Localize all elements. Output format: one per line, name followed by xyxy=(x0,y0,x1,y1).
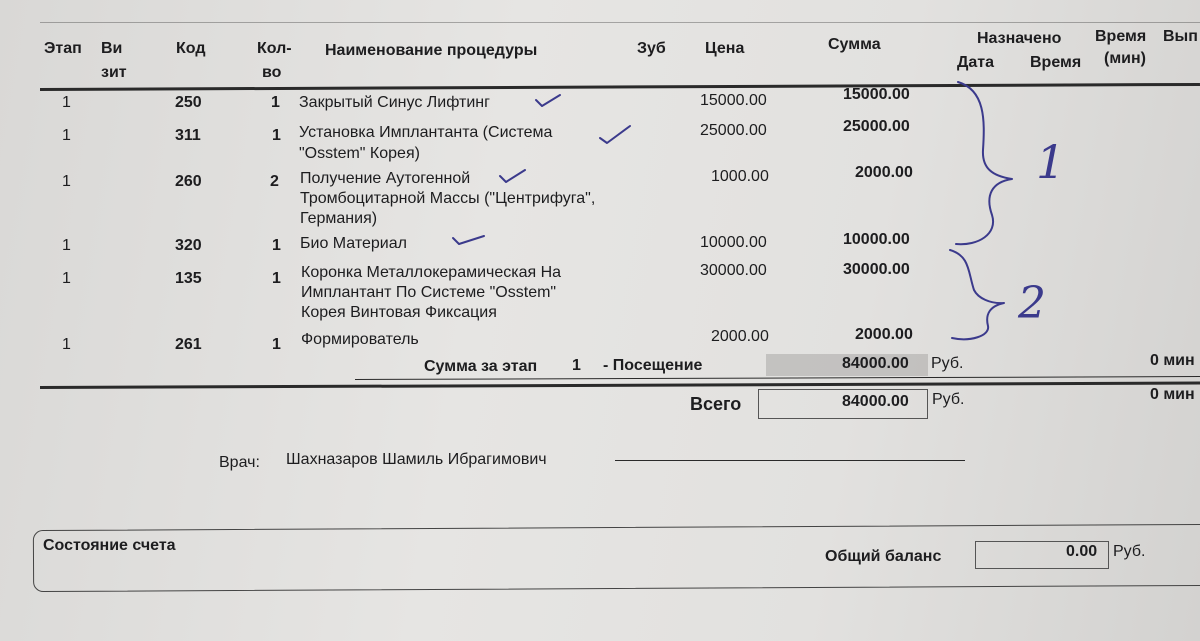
row-name-line: Тромбоцитарной Массы ("Центрифуга", xyxy=(300,190,596,207)
header-visit-2: зит xyxy=(101,64,127,81)
checkmark-icon xyxy=(453,236,484,244)
header-procedure-name: Наименование процедуры xyxy=(325,42,538,59)
header-assigned: Назначено xyxy=(977,30,1062,47)
doctor-name: Шахназаров Шамиль Ибрагимович xyxy=(286,451,547,468)
brace-icon xyxy=(956,82,1012,244)
row-qty: 2 xyxy=(270,173,279,190)
row-sum: 30000.00 xyxy=(843,261,910,278)
row-name-line: Закрытый Синус Лифтинг xyxy=(299,94,490,111)
header-duration-2: (мин) xyxy=(1104,50,1146,67)
checkmark-icon xyxy=(536,95,560,106)
handwritten-group-2: 2 xyxy=(1018,278,1046,329)
row-name-line: Био Материал xyxy=(300,235,407,252)
row-stage: 1 xyxy=(62,127,71,144)
header-date: Дата xyxy=(957,54,995,71)
row-stage: 1 xyxy=(62,94,71,111)
row-name-line: Формирователь xyxy=(301,331,419,348)
doctor-label: Врач: xyxy=(219,454,260,471)
account-status-title: Состояние счета xyxy=(43,537,176,554)
row-sum: 25000.00 xyxy=(843,118,910,135)
row-stage: 1 xyxy=(62,173,71,190)
grand-total-value: 84000.00 xyxy=(842,393,909,410)
row-stage: 1 xyxy=(62,336,71,353)
stage-total-label: Сумма за этап xyxy=(424,358,538,375)
row-code: 320 xyxy=(175,237,202,254)
row-sum: 15000.00 xyxy=(843,86,910,103)
stage-total-value: 84000.00 xyxy=(842,355,909,372)
row-code: 250 xyxy=(175,94,202,111)
header-time: Время xyxy=(1030,54,1082,71)
row-price: 15000.00 xyxy=(700,92,767,109)
checkmark-icon xyxy=(500,170,525,182)
brace-icon xyxy=(950,250,1004,339)
header-qty-2: во xyxy=(262,64,282,81)
row-price: 2000.00 xyxy=(711,328,769,345)
stage-total-currency: Руб. xyxy=(931,355,964,372)
stage-total-stage: 1 xyxy=(572,357,581,374)
row-name-line: Коронка Металлокерамическая На xyxy=(301,264,562,281)
grand-total-label: Всего xyxy=(690,394,742,414)
row-code: 311 xyxy=(175,127,201,144)
header-code: Код xyxy=(176,40,206,57)
checkmark-icon xyxy=(600,126,630,143)
header-qty-1: Кол- xyxy=(257,40,292,57)
header-sum: Сумма xyxy=(828,36,881,53)
row-qty: 1 xyxy=(272,127,281,144)
row-code: 260 xyxy=(175,173,202,190)
row-name-line: Германия) xyxy=(300,210,378,227)
row-qty: 1 xyxy=(271,94,280,111)
row-name-line: "Osstem" Корея) xyxy=(299,145,420,162)
row-price: 30000.00 xyxy=(700,262,767,279)
stage-total-visit: - Посещение xyxy=(603,357,703,374)
row-price: 1000.00 xyxy=(711,168,769,185)
handwritten-group-1: 1 xyxy=(1036,135,1066,189)
balance-currency: Руб. xyxy=(1113,543,1146,560)
row-qty: 1 xyxy=(272,237,281,254)
grand-total-currency: Руб. xyxy=(932,391,965,408)
row-price: 25000.00 xyxy=(700,122,767,139)
header-stage: Этап xyxy=(44,40,82,57)
header-visit-1: Ви xyxy=(101,40,123,57)
stage-total-minutes: 0 мин xyxy=(1150,352,1195,369)
row-qty: 1 xyxy=(272,336,281,353)
row-name-line: Получение Аутогенной xyxy=(300,170,471,187)
row-name-line: Имплантант По Системе "Osstem" xyxy=(301,284,557,301)
row-sum: 10000.00 xyxy=(843,231,910,248)
row-code: 261 xyxy=(175,336,202,353)
row-stage: 1 xyxy=(62,237,71,254)
row-qty: 1 xyxy=(272,270,281,287)
header-done: Вып xyxy=(1163,28,1198,45)
header-duration-1: Время xyxy=(1095,28,1147,45)
header-price: Цена xyxy=(705,40,745,57)
header-tooth: Зуб xyxy=(637,40,666,57)
row-code: 135 xyxy=(175,270,202,287)
row-stage: 1 xyxy=(62,270,71,287)
row-sum: 2000.00 xyxy=(855,164,913,181)
row-name-line: Корея Винтовая Фиксация xyxy=(301,304,497,321)
row-price: 10000.00 xyxy=(700,234,767,251)
balance-value: 0.00 xyxy=(1066,543,1098,560)
grand-total-minutes: 0 мин xyxy=(1150,386,1195,403)
row-name-line: Установка Имплантанта (Система xyxy=(299,124,553,141)
balance-label: Общий баланс xyxy=(825,548,942,565)
row-sum: 2000.00 xyxy=(855,326,913,343)
